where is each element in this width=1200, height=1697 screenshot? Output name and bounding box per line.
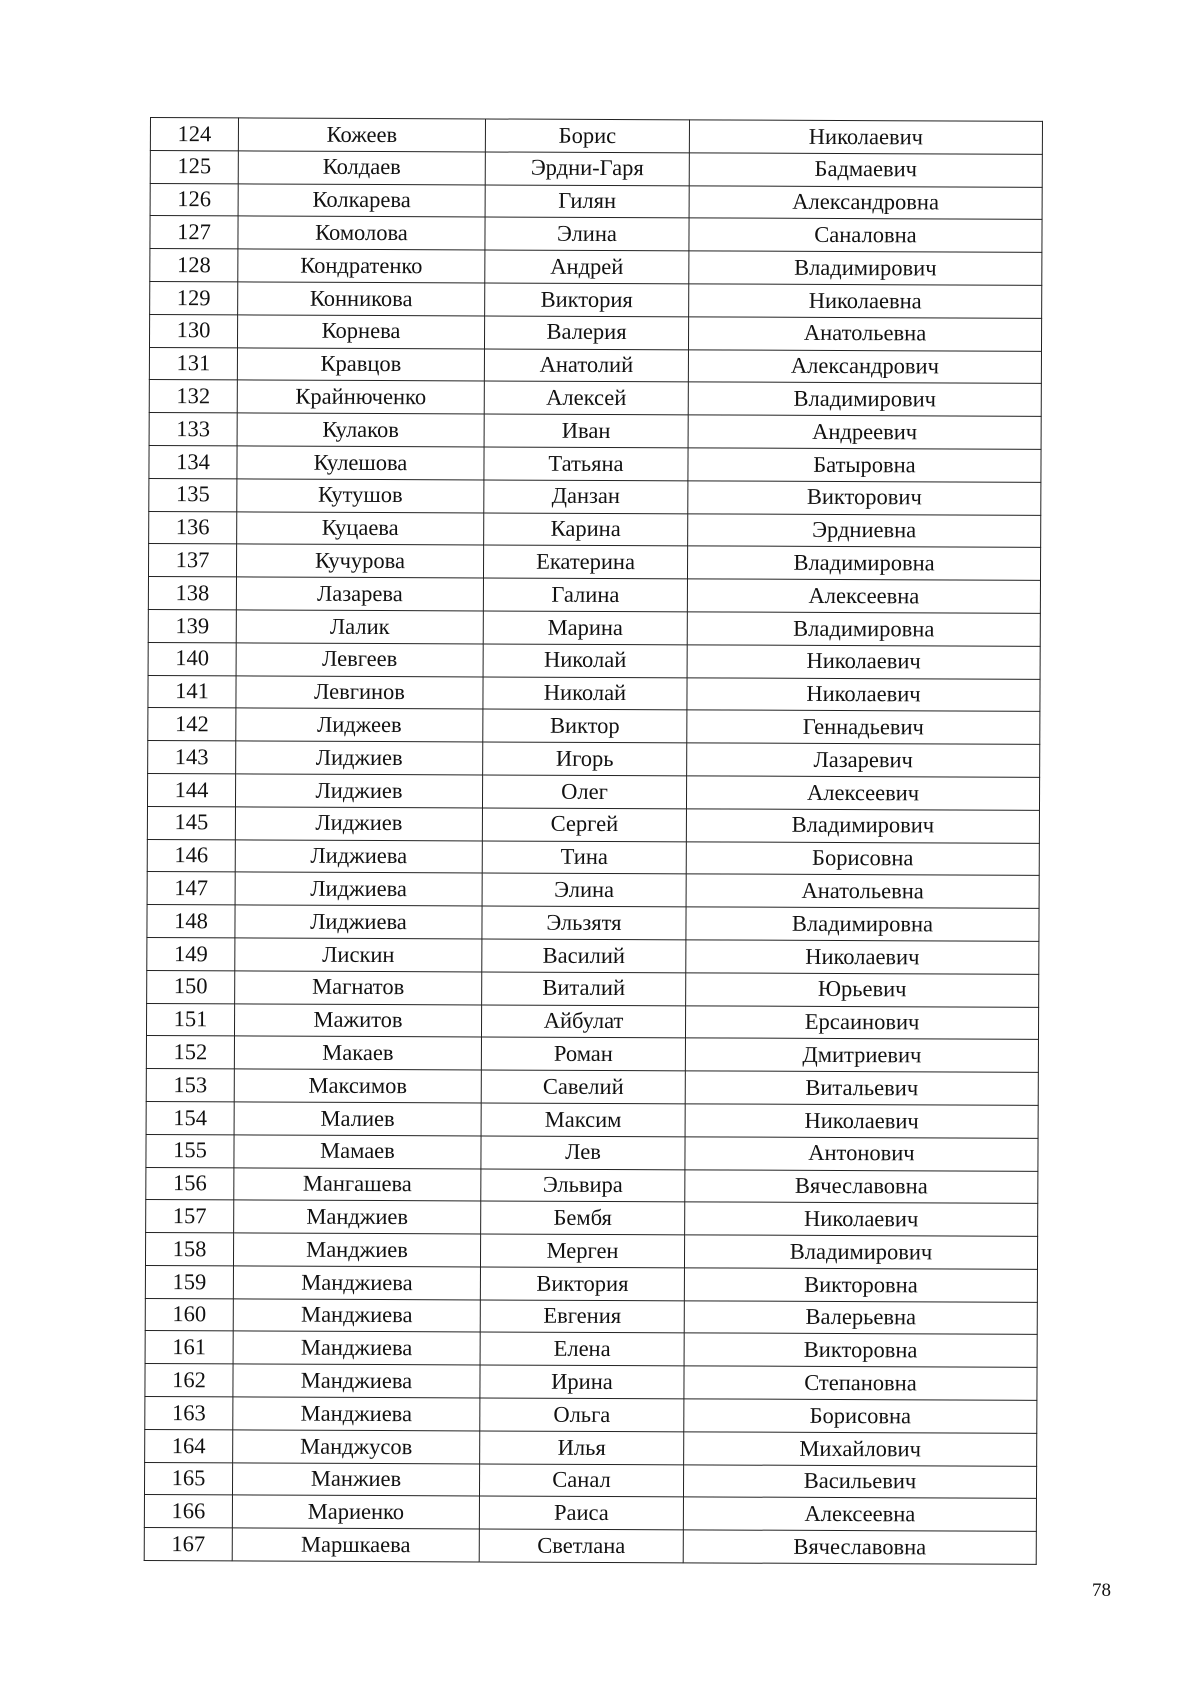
table-row [145,1298,1037,1335]
row-number-cell: 126 [150,183,238,216]
table-row [145,1265,1037,1302]
patronymic-cell: Валерьевна [684,1301,1037,1335]
patronymic-cell: Геннадьевич [687,710,1040,744]
table-row [144,1462,1036,1499]
last-name-cell: Лиджиев [235,807,482,841]
row-number-cell: 140 [148,642,236,675]
patronymic-cell: Викторовна [684,1268,1037,1302]
patronymic-cell: Андреевич [688,415,1041,449]
patronymic-cell: Вячеславовна [685,1169,1038,1203]
last-name-cell: Макаев [234,1036,481,1070]
row-number-cell: 134 [149,445,237,478]
row-number-cell: 133 [149,413,237,446]
first-name-cell: Раиса [479,1496,683,1530]
first-name-cell: Валерия [484,316,688,350]
patronymic-cell: Борисовна [684,1399,1037,1433]
first-name-cell: Максим [481,1103,685,1137]
first-name-cell: Виктор [483,709,687,743]
last-name-cell: Кожеев [238,118,485,152]
row-number-cell: 159 [145,1265,233,1298]
patronymic-cell: Викторовна [684,1333,1037,1367]
last-name-cell: Лиджиева [235,872,482,906]
last-name-cell: Манджиева [233,1299,480,1333]
patronymic-cell: Владимирович [686,809,1039,843]
patronymic-cell: Викторович [688,481,1041,515]
row-number-cell: 160 [145,1298,233,1331]
names-table [144,117,1043,1565]
last-name-cell: Манджиева [233,1331,480,1365]
patronymic-cell: Васильевич [683,1465,1036,1499]
first-name-cell: Марина [483,611,687,645]
patronymic-cell: Владимировна [686,907,1039,941]
last-name-cell: Лиджеев [236,708,483,742]
patronymic-cell: Александрович [688,349,1041,383]
first-name-cell: Лев [481,1136,685,1170]
last-name-cell: Комолова [238,216,485,250]
row-number-cell: 153 [146,1069,234,1102]
row-number-cell: 128 [150,249,238,282]
table-row [147,806,1039,843]
table-row [148,609,1040,646]
last-name-cell: Манджусов [233,1430,480,1464]
last-name-cell: Лискин [235,938,482,972]
patronymic-cell: Анатольевна [688,317,1041,351]
patronymic-cell: Алексеевна [683,1497,1036,1531]
table-row [147,970,1039,1007]
patronymic-cell: Николаевич [687,677,1040,711]
patronymic-cell: Степановна [684,1366,1037,1400]
row-number-cell: 152 [146,1036,234,1069]
first-name-cell: Виктория [480,1267,684,1301]
table-row [149,413,1041,450]
last-name-cell: Мариенко [232,1495,479,1529]
first-name-cell: Андрей [485,250,689,284]
patronymic-cell: Владимирович [688,382,1041,416]
last-name-cell: Лиджиева [235,839,482,873]
first-name-cell: Роман [481,1037,685,1071]
table-row [146,1003,1038,1040]
table-row [150,216,1042,253]
patronymic-cell: Дмитриевич [685,1038,1038,1072]
patronymic-cell: Бадмаевич [689,153,1042,187]
row-number-cell: 147 [147,872,235,905]
last-name-cell: Кондратенко [238,249,485,283]
first-name-cell: Санал [479,1464,683,1498]
table-row [148,708,1040,745]
last-name-cell: Максимов [234,1069,481,1103]
table-row [149,380,1041,417]
row-number-cell: 141 [148,675,236,708]
table-row [150,183,1042,220]
table-row [147,839,1039,876]
table-row [150,150,1042,187]
patronymic-cell: Юрьевич [686,973,1039,1007]
table-row [146,1036,1038,1073]
patronymic-cell: Алексеевна [687,579,1040,613]
first-name-cell: Ольга [480,1398,684,1432]
table-row [146,1134,1038,1171]
names-table-body [144,118,1042,1565]
table-row [150,281,1042,318]
patronymic-cell: Антонович [685,1137,1038,1171]
row-number-cell: 149 [147,937,235,970]
first-name-cell: Василий [482,939,686,973]
table-row [145,1364,1037,1401]
row-number-cell: 129 [150,281,238,314]
patronymic-cell: Александровна [689,185,1042,219]
table-row [149,347,1041,384]
patronymic-cell: Борисовна [686,841,1039,875]
first-name-cell: Илья [480,1431,684,1465]
row-number-cell: 162 [145,1364,233,1397]
last-name-cell: Манджиева [233,1266,480,1300]
row-number-cell: 132 [149,380,237,413]
row-number-cell: 138 [148,577,236,610]
patronymic-cell: Алексеевич [686,776,1039,810]
row-number-cell: 145 [147,806,235,839]
patronymic-cell: Владимирович [689,251,1042,285]
row-number-cell: 164 [145,1429,233,1462]
last-name-cell: Манджиева [233,1397,480,1431]
row-number-cell: 154 [146,1101,234,1134]
row-number-cell: 144 [147,773,235,806]
row-number-cell: 136 [149,511,237,544]
first-name-cell: Алексей [484,381,688,415]
first-name-cell: Галина [483,578,687,612]
table-row [149,478,1041,515]
row-number-cell: 127 [150,216,238,249]
row-number-cell: 157 [146,1200,234,1233]
patronymic-cell: Николаевич [685,1202,1038,1236]
last-name-cell: Конникова [238,282,485,316]
row-number-cell: 156 [146,1167,234,1200]
last-name-cell: Манжиев [232,1463,479,1497]
first-name-cell: Эрдни-Гаря [485,152,689,186]
patronymic-cell: Николаевич [686,940,1039,974]
first-name-cell: Николай [483,677,687,711]
last-name-cell: Манджиева [233,1364,480,1398]
first-name-cell: Тина [482,840,686,874]
row-number-cell: 125 [150,150,238,183]
first-name-cell: Игорь [483,742,687,776]
first-name-cell: Данзан [484,480,688,514]
first-name-cell: Евгения [480,1300,684,1334]
last-name-cell: Крайнюченко [237,380,484,414]
last-name-cell: Мангашева [234,1167,481,1201]
first-name-cell: Элина [485,217,689,251]
last-name-cell: Лиджиева [235,905,482,939]
last-name-cell: Левгеев [236,643,483,677]
first-name-cell: Сергей [482,808,686,842]
last-name-cell: Корнева [237,315,484,349]
row-number-cell: 137 [148,544,236,577]
table-row [148,642,1040,679]
last-name-cell: Колдаев [238,151,485,185]
patronymic-cell: Николаевич [687,645,1040,679]
first-name-cell: Екатерина [483,545,687,579]
patronymic-cell: Анатольевна [686,874,1039,908]
first-name-cell: Айбулат [481,1004,685,1038]
table-row [145,1331,1037,1368]
first-name-cell: Карина [484,513,688,547]
first-name-cell: Николай [483,644,687,678]
first-name-cell: Эльзятя [482,906,686,940]
row-number-cell: 135 [149,478,237,511]
table-row [145,1429,1037,1466]
row-number-cell: 142 [148,708,236,741]
table-row [147,937,1039,974]
last-name-cell: Магнатов [235,971,482,1005]
first-name-cell: Эльвира [481,1168,685,1202]
last-name-cell: Кутушов [237,479,484,513]
first-name-cell: Анатолий [484,349,688,383]
table-row [144,1495,1036,1532]
patronymic-cell: Николаевич [689,120,1042,154]
row-number-cell: 163 [145,1397,233,1430]
first-name-cell: Елена [480,1332,684,1366]
patronymic-cell: Владимировна [687,546,1040,580]
first-name-cell: Виктория [485,283,689,317]
table-row [150,118,1042,155]
table-row [146,1200,1038,1237]
last-name-cell: Лиджиев [235,774,482,808]
table-row [146,1167,1038,1204]
table-row [147,773,1039,810]
first-name-cell: Олег [482,775,686,809]
last-name-cell: Кравцов [237,347,484,381]
row-number-cell: 165 [144,1462,232,1495]
table-row [147,872,1039,909]
row-number-cell: 166 [144,1495,232,1528]
table-row [145,1233,1037,1270]
last-name-cell: Куцаева [237,511,484,545]
row-number-cell: 161 [145,1331,233,1364]
last-name-cell: Мамаев [234,1135,481,1169]
row-number-cell: 131 [149,347,237,380]
first-name-cell: Гилян [485,185,689,219]
row-number-cell: 150 [147,970,235,1003]
patronymic-cell: Николаевич [685,1104,1038,1138]
page-number: 78 [1092,1580,1111,1601]
table-row [148,577,1040,614]
table-row [148,741,1040,778]
last-name-cell: Лиджиев [236,741,483,775]
first-name-cell: Элина [482,873,686,907]
first-name-cell: Бембя [481,1201,685,1235]
last-name-cell: Маршкаева [232,1528,479,1562]
patronymic-cell: Лазаревич [687,743,1040,777]
first-name-cell: Иван [484,414,688,448]
row-number-cell: 143 [148,741,236,774]
first-name-cell: Мерген [480,1234,684,1268]
last-name-cell: Манджиев [234,1200,481,1234]
row-number-cell: 148 [147,905,235,938]
patronymic-cell: Эрдниевна [688,513,1041,547]
last-name-cell: Кулаков [237,413,484,447]
row-number-cell: 146 [147,839,235,872]
row-number-cell: 155 [146,1134,234,1167]
first-name-cell: Савелий [481,1070,685,1104]
last-name-cell: Кучурова [236,544,483,578]
row-number-cell: 124 [150,118,238,151]
patronymic-cell: Вячеславовна [683,1530,1036,1564]
patronymic-cell: Саналовна [689,218,1042,252]
last-name-cell: Левгинов [236,675,483,709]
table-row [150,249,1042,286]
table-row [146,1069,1038,1106]
row-number-cell: 139 [148,609,236,642]
first-name-cell: Ирина [480,1365,684,1399]
table-row [149,314,1041,351]
patronymic-cell: Владимирович [684,1235,1037,1269]
table-row [149,511,1041,548]
patronymic-cell: Николаевна [689,284,1042,318]
table-row [146,1101,1038,1138]
last-name-cell: Кулешова [237,446,484,480]
last-name-cell: Лалик [236,610,483,644]
last-name-cell: Лазарева [236,577,483,611]
table-row [144,1528,1036,1565]
last-name-cell: Манджиев [233,1233,480,1267]
patronymic-cell: Ерсаинович [685,1005,1038,1039]
table-row [147,905,1039,942]
last-name-cell: Малиев [234,1102,481,1136]
table-row [148,544,1040,581]
last-name-cell: Колкарева [238,183,485,217]
first-name-cell: Борис [485,119,689,153]
patronymic-cell: Батыровна [688,448,1041,482]
patronymic-cell: Михайлович [684,1432,1037,1466]
row-number-cell: 167 [144,1528,232,1561]
patronymic-cell: Витальевич [685,1071,1038,1105]
first-name-cell: Светлана [479,1529,683,1563]
table-row [148,675,1040,712]
first-name-cell: Татьяна [484,447,688,481]
first-name-cell: Виталий [482,972,686,1006]
patronymic-cell: Владимировна [687,612,1040,646]
row-number-cell: 130 [149,314,237,347]
last-name-cell: Мажитов [234,1003,481,1037]
row-number-cell: 158 [145,1233,233,1266]
table-row [149,445,1041,482]
row-number-cell: 151 [146,1003,234,1036]
table-row [145,1397,1037,1434]
